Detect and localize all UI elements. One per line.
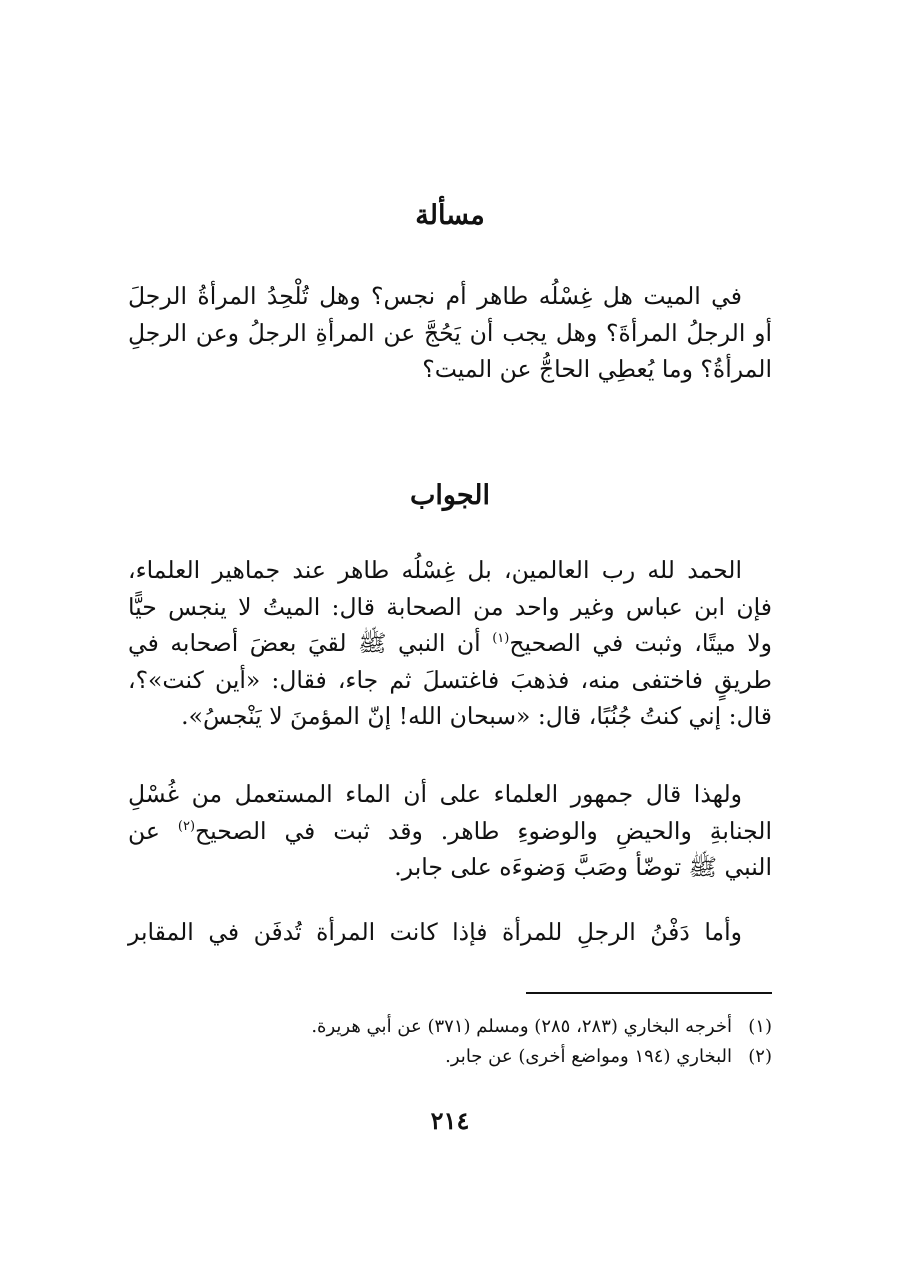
answer-paragraph-1	[128, 552, 772, 735]
footnote-ref-1[interactable]: (١)	[492, 631, 510, 647]
question-paragraph	[128, 278, 772, 388]
document-page	[128, 0, 772, 1271]
answer-line-segment: أن النبي ﷺ لقيَ بعضَ أصحابه في	[128, 629, 493, 657]
page-number: ٢١٤	[430, 1106, 470, 1135]
answer-line: طريقٍ فاختفى منه، فذهبَ فاغتسلَ ثم جاء، فقال: «أين كنت»؟،	[128, 665, 772, 694]
footnote-ref-2[interactable]: (٢)	[177, 818, 196, 834]
question-line: المرأةُ؟ وما يُعطِي الحاجُّ عن الميت؟	[422, 355, 772, 383]
answer-paragraph-2	[128, 776, 772, 886]
footnote-number: (١)	[748, 1016, 772, 1037]
answer-line	[128, 625, 772, 662]
footnote-divider	[526, 992, 772, 994]
answer-line: وأما دَفْنُ الرجلِ للمرأة فإذا كانت المرأة تُدفَن في المقابر	[128, 918, 742, 946]
answer-line-segment: الجنابةِ والحيضِ والوضوءِ طاهر. وقد ثبت في الصحيح	[195, 816, 772, 845]
footnote-item	[128, 1012, 772, 1042]
question-line: في الميت هل غِسْلُه طاهر أم نجس؟ وهل تُلْحِدُ المرأةُ الرجلَ	[128, 282, 742, 310]
answer-line	[128, 813, 772, 850]
answer-line: الحمد لله رب العالمين، بل غِسْلُه طاهر عند جماهير العلماء،	[128, 556, 742, 584]
answer-line-segment: عن	[128, 816, 178, 845]
answer-line: ولهذا قال جمهور العلماء على أن الماء المستعمل من غُسْلِ	[128, 780, 742, 808]
answer-line: قال: إني كنتُ جُنُبًا، قال: «سبحان الله! إنّ المؤمنَ لا يَنْجسُ».	[181, 702, 772, 730]
footnote-text: أخرجه البخاري (٢٨٣، ٢٨٥) ومسلم (٣٧١) عن أبي هريرة.	[311, 1016, 732, 1037]
footnote-text: البخاري (١٩٤ ومواضع أخرى) عن جابر.	[445, 1046, 732, 1067]
answer-heading: الجواب	[409, 480, 491, 511]
answer-line-segment: ولا ميتًا، وثبت في الصحيح	[509, 629, 772, 657]
answer-paragraph-3	[128, 914, 772, 951]
answer-line: فإن ابن عباس وغير واحد من الصحابة قال: الميتُ لا ينجس حيًّا	[128, 592, 772, 621]
footnote-number: (٢)	[748, 1046, 772, 1067]
answer-line: النبي ﷺ توضّأ وصَبَّ وَضوءَه على جابر.	[394, 853, 772, 881]
question-heading: مسألة	[415, 200, 485, 231]
footnotes	[128, 1012, 772, 1072]
footnote-item	[128, 1042, 772, 1072]
question-line: أو الرجلُ المرأةَ؟ وهل يجب أن يَحُجَّ عن المرأةِ الرجلُ وعن الرجلِ	[128, 318, 772, 347]
